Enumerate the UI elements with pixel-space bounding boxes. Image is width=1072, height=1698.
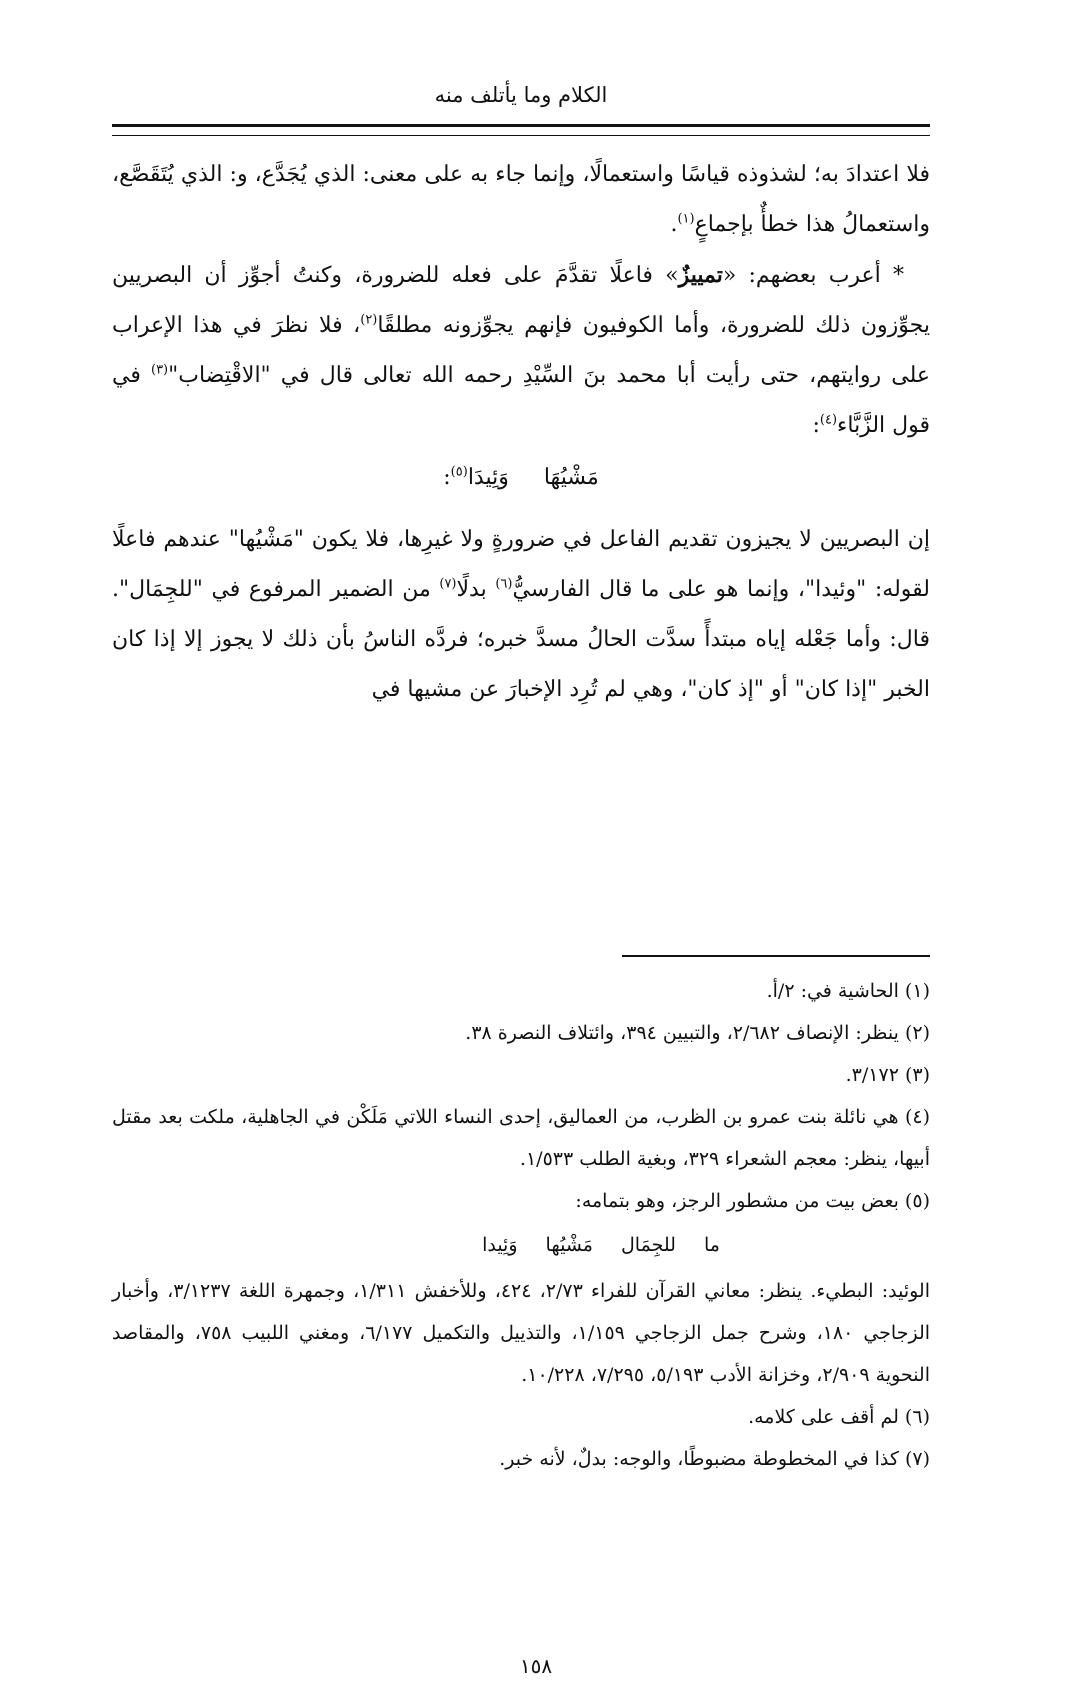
paragraph-2: * أعرب بعضهم: «تمييزٌ» فاعلًا تقدَّمَ على فعله للضرورة، وكنتُ أجوِّز أن البصريين يجوِّزون ذلك للضرورة، وأما الكوفيون فإنهم يجوِّزونه مطلقًا$^{(٢)}$، فلا نظرَ في هذا الإعراب على روايتهم، حتى رأيت أبا محمد بنَ السِّيْدِ رحمه الله تعالى قال في "الاقْتِضاب"$^{(٣)}$ في قول الزَّبَّاء$^{(٤)}$:: [112, 262, 930, 438]
footnote-separator: [622, 955, 930, 957]
header-rule-thin: [112, 135, 930, 136]
footnote-5-verse: ما للجِمَال مَشْيُها وَئِيدا: [482, 1234, 720, 1256]
footnote-5: (٥) بعض بيت من مشطور الرجز، وهو بتمامه:: [575, 1190, 930, 1212]
running-header: الكلام وما يأتلف منه: [434, 83, 608, 107]
footnote-ref-2: (٢): [360, 312, 378, 328]
page-number: ١٥٨: [519, 1654, 553, 1678]
footnote-7: (٧) كذا في المخطوطة مضبوطًا، والوجه: بدلٌ، لأنه خبر.: [499, 1448, 930, 1470]
footnote-6: (٦) لم أقف على كلامه.: [748, 1406, 930, 1428]
bold-term: تمييزٌ: [678, 262, 723, 288]
footnote-ref-7: (٧): [439, 576, 457, 592]
verse-line: مَشْيُهَا وَئِيدَا$^{(٥)}$:: [443, 464, 599, 490]
main-text: [112, 150, 930, 715]
footnote-1: (١) الحاشية في: ٢/أ.: [766, 980, 930, 1002]
footnote-3: (٣) ٣/١٧٢.: [845, 1064, 930, 1086]
footnote-5-continuation: الوئيد: البطيء. ينظر: معاني القرآن للفراء ٢/٧٣، ٤٢٤، وللأخفش ١/٣١١، وجمهرة اللغة ٣/١٢٣٧، وأخبار الزجاجي ١٨٠، وشرح جمل الزجاجي ١/١٥٩، والتذييل والتكميل ٦/١٧٧، ومغني اللبيب ٧٥٨، والمقاصد النحوية ٢/٩٠٩، وخزانة الأدب ٥/١٩٣، ٧/٢٩٥، ١٠/٢٢٨.: [112, 1280, 931, 1386]
footnote-ref-3: (٣): [150, 362, 169, 378]
header-rule-thick: [112, 124, 930, 127]
paragraph-1: فلا اعتدادَ به؛ لشذوذه قياسًا واستعمالًا، وإنما جاء به على معنى: الذي يُجَدَّع، و: الذي يُتَقَصَّع، واستعمالُ هذا خطأٌ بإجماعٍ$^{(١)}$.: [112, 162, 930, 237]
paragraph-3: إن البصريين لا يجيزون تقديم الفاعل في ضرورةٍ ولا غيرِها، فلا يكون "مَشْيُها" عندهم فاعلًا لقوله: "وئيدا"، وإنما هو على ما قال الفارسيُّ$^{(٦)}$ بدلًا$^{(٧)}$ من الضمير المرفوع في "للجِمَال". قال: وأما جَعْله إياه مبتدأً سدَّت الحالُ مسدَّ خبره؛ فردَّه الناسُ بأن ذلك لا يجوز إلا إذا كان الخبر "إذا كان" أو "إذ كان"، وهي لم تُرِد الإخبارَ عن مشيها في: [112, 527, 930, 702]
footnote-ref-1: (١): [677, 211, 695, 227]
footnote-ref-4: (٤): [819, 412, 838, 428]
footnotes: [112, 970, 930, 1480]
footnote-ref-6: (٦): [495, 576, 513, 592]
footnote-4: (٤) هي نائلة بنت عمرو بن الظرب، من العماليق، إحدى النساء اللاتي مَلَكْن في الجاهلية، ملكت بعد مقتل أبيها، ينظر: معجم الشعراء ٣٢٩، وبغية الطلب ١/٥٣٣.: [112, 1106, 930, 1170]
footnote-2: (٢) ينظر: الإنصاف ٢/٦٨٢، والتبيين ٣٩٤، وائتلاف النصرة ٣٨.: [465, 1022, 930, 1044]
footnote-ref-5: (٥): [450, 464, 468, 480]
